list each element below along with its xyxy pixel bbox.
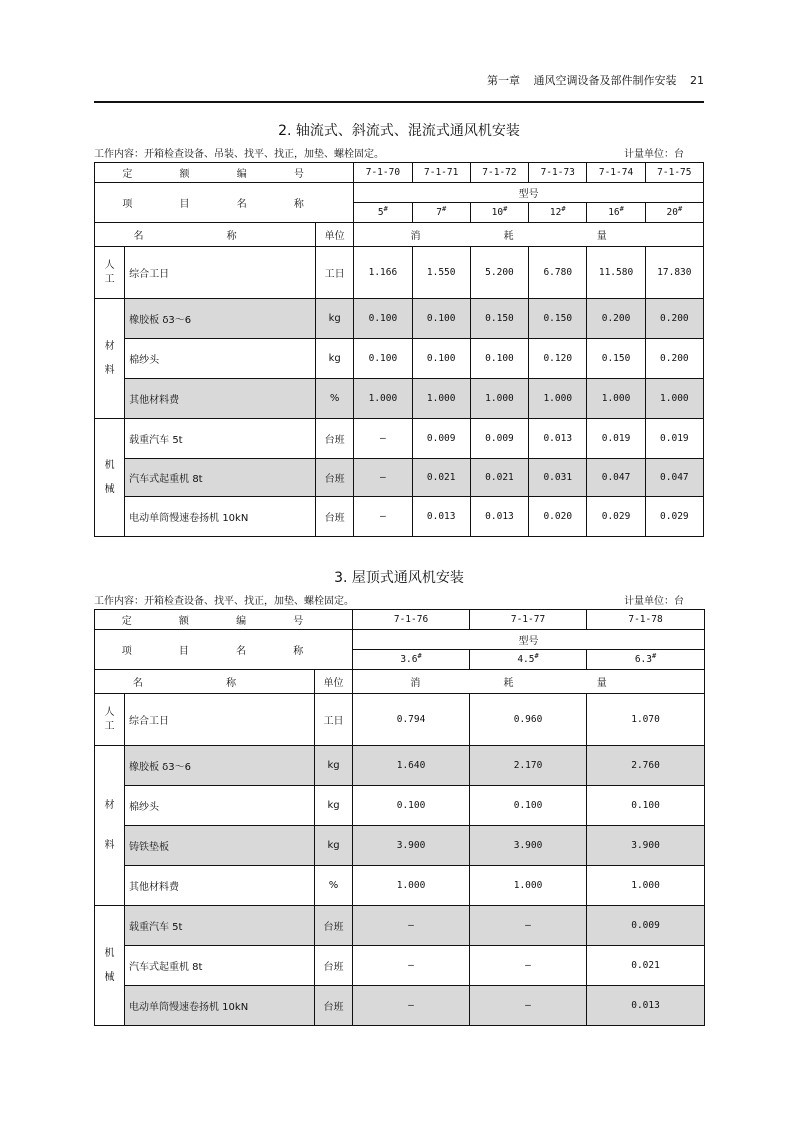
resource-name: 橡胶板 δ3～6 bbox=[125, 299, 316, 339]
resource-name: 其他材料费 bbox=[125, 379, 316, 419]
quota-code: 7-1-76 bbox=[353, 610, 470, 630]
item-name-label: 项 目 名 称 bbox=[95, 630, 353, 670]
quantity-cell: 5.200 bbox=[470, 247, 528, 299]
category-labor: 人工 bbox=[95, 247, 125, 299]
quantity-cell: 0.013 bbox=[529, 419, 587, 459]
resource-name: 其他材料费 bbox=[125, 866, 315, 906]
quota-code: 7-1-74 bbox=[587, 163, 645, 183]
quantity-cell: 0.047 bbox=[587, 459, 645, 497]
name-column-header: 名 称 bbox=[95, 670, 315, 694]
work-content-text: 工作内容：开箱检查设备、找平、找正，加垫、螺栓固定。 bbox=[94, 596, 354, 607]
unit-column-header: 单位 bbox=[315, 670, 353, 694]
quantity-cell: — bbox=[353, 946, 470, 986]
quantity-cell: — bbox=[354, 459, 412, 497]
quota-code: 7-1-71 bbox=[412, 163, 470, 183]
model-value: 7# bbox=[412, 203, 470, 223]
model-value: 3.6# bbox=[353, 650, 470, 670]
header-rule bbox=[94, 101, 704, 103]
quantity-cell: 3.900 bbox=[470, 826, 587, 866]
quantity-cell: 6.780 bbox=[529, 247, 587, 299]
quantity-cell: 0.031 bbox=[529, 459, 587, 497]
quantity-cell: 0.100 bbox=[470, 339, 528, 379]
section-2-work-content bbox=[94, 145, 704, 159]
quantity-cell: 1.166 bbox=[354, 247, 412, 299]
consumption-header: 消 耗 量 bbox=[354, 223, 704, 247]
consumption-header: 消 耗 量 bbox=[353, 670, 705, 694]
quantity-cell: 1.000 bbox=[529, 379, 587, 419]
quantity-cell: 0.029 bbox=[587, 497, 645, 537]
resource-name: 汽车式起重机 8t bbox=[125, 459, 316, 497]
quantity-cell: 0.013 bbox=[470, 497, 528, 537]
resource-unit: 台班 bbox=[315, 986, 353, 1026]
quota-table-roof-fan bbox=[94, 609, 705, 1026]
category-material: 材料 bbox=[95, 746, 125, 906]
quantity-cell: 0.150 bbox=[587, 339, 645, 379]
resource-unit: kg bbox=[316, 339, 354, 379]
quantity-cell: 1.000 bbox=[470, 379, 528, 419]
resource-unit: 台班 bbox=[316, 459, 354, 497]
resource-unit: kg bbox=[315, 786, 353, 826]
resource-unit: 台班 bbox=[315, 946, 353, 986]
quantity-cell: 1.000 bbox=[645, 379, 703, 419]
quantity-cell: 0.120 bbox=[529, 339, 587, 379]
quantity-cell: 0.150 bbox=[529, 299, 587, 339]
category-machinery: 机械 bbox=[95, 419, 125, 537]
quantity-cell: 0.100 bbox=[587, 786, 705, 826]
resource-name: 综合工日 bbox=[125, 247, 316, 299]
resource-name: 电动单筒慢速卷扬机 10kN bbox=[125, 986, 315, 1026]
model-value: 16# bbox=[587, 203, 645, 223]
category-material: 材料 bbox=[95, 299, 125, 419]
quantity-cell: 1.640 bbox=[353, 746, 470, 786]
resource-name: 汽车式起重机 8t bbox=[125, 946, 315, 986]
quantity-cell: 0.019 bbox=[645, 419, 703, 459]
quantity-cell: 2.170 bbox=[470, 746, 587, 786]
quantity-cell: 0.100 bbox=[412, 299, 470, 339]
quantity-cell: 1.000 bbox=[353, 866, 470, 906]
model-value: 12# bbox=[529, 203, 587, 223]
section-3-work-content bbox=[94, 592, 704, 606]
unit-column-header: 单位 bbox=[316, 223, 354, 247]
model-label: 型号 bbox=[354, 183, 704, 203]
quota-table-axial-fan bbox=[94, 162, 704, 537]
quantity-cell: 0.021 bbox=[412, 459, 470, 497]
resource-unit: 台班 bbox=[316, 419, 354, 459]
quantity-cell: 0.013 bbox=[412, 497, 470, 537]
quantity-cell: — bbox=[353, 986, 470, 1026]
quota-code: 7-1-73 bbox=[529, 163, 587, 183]
quantity-cell: 0.009 bbox=[412, 419, 470, 459]
quantity-cell: 0.021 bbox=[470, 459, 528, 497]
quantity-cell: 0.200 bbox=[587, 299, 645, 339]
resource-unit: 工日 bbox=[316, 247, 354, 299]
model-value: 6.3# bbox=[587, 650, 705, 670]
quantity-cell: 0.009 bbox=[587, 906, 705, 946]
quantity-cell: — bbox=[353, 906, 470, 946]
quantity-cell: — bbox=[470, 906, 587, 946]
quantity-cell: 0.100 bbox=[354, 339, 412, 379]
resource-name: 橡胶板 δ3～6 bbox=[125, 746, 315, 786]
model-value: 5# bbox=[354, 203, 412, 223]
resource-name: 棉纱头 bbox=[125, 786, 315, 826]
resource-name: 综合工日 bbox=[125, 694, 315, 746]
item-name-label: 项 目 名 称 bbox=[95, 183, 354, 223]
quantity-cell: 1.550 bbox=[412, 247, 470, 299]
quantity-cell: 11.580 bbox=[587, 247, 645, 299]
quota-code-label: 定 额 编 号 bbox=[95, 610, 353, 630]
quantity-cell: 0.960 bbox=[470, 694, 587, 746]
quantity-cell: — bbox=[470, 986, 587, 1026]
quantity-cell: — bbox=[354, 497, 412, 537]
resource-unit: kg bbox=[316, 299, 354, 339]
quantity-cell: 1.000 bbox=[354, 379, 412, 419]
quantity-cell: 0.013 bbox=[587, 986, 705, 1026]
quantity-cell: — bbox=[354, 419, 412, 459]
quota-code: 7-1-70 bbox=[354, 163, 412, 183]
resource-unit: % bbox=[315, 866, 353, 906]
quantity-cell: 0.100 bbox=[354, 299, 412, 339]
chapter-title: 通风空调设备及部件制作安装 bbox=[533, 74, 677, 87]
resource-unit: kg bbox=[315, 746, 353, 786]
quantity-cell: 17.830 bbox=[645, 247, 703, 299]
section-3-title: 3. 屋顶式通风机安装 bbox=[334, 570, 464, 586]
model-value: 4.5# bbox=[470, 650, 587, 670]
quantity-cell: 0.100 bbox=[412, 339, 470, 379]
quantity-cell: 1.070 bbox=[587, 694, 705, 746]
work-content-text: 工作内容：开箱检查设备、吊装、找平、找正，加垫、螺栓固定。 bbox=[94, 149, 384, 160]
model-value: 10# bbox=[470, 203, 528, 223]
quantity-cell: 1.000 bbox=[587, 379, 645, 419]
name-column-header: 名 称 bbox=[95, 223, 316, 247]
quantity-cell: 0.150 bbox=[470, 299, 528, 339]
category-labor: 人工 bbox=[95, 694, 125, 746]
category-machinery: 机械 bbox=[95, 906, 125, 1026]
model-value: 20# bbox=[645, 203, 703, 223]
measure-unit: 计量单位：台 bbox=[624, 149, 684, 160]
page-header bbox=[94, 72, 704, 94]
quantity-cell: 0.020 bbox=[529, 497, 587, 537]
quantity-cell: 0.794 bbox=[353, 694, 470, 746]
quantity-cell: 1.000 bbox=[470, 866, 587, 906]
resource-name: 电动单筒慢速卷扬机 10kN bbox=[125, 497, 316, 537]
resource-name: 铸铁垫板 bbox=[125, 826, 315, 866]
quantity-cell: 0.100 bbox=[353, 786, 470, 826]
quantity-cell: — bbox=[470, 946, 587, 986]
quantity-cell: 0.200 bbox=[645, 299, 703, 339]
resource-unit: 工日 bbox=[315, 694, 353, 746]
model-label: 型号 bbox=[353, 630, 705, 650]
quantity-cell: 0.021 bbox=[587, 946, 705, 986]
quantity-cell: 0.019 bbox=[587, 419, 645, 459]
quota-code-label: 定 额 编 号 bbox=[95, 163, 354, 183]
chapter-label: 第一章 bbox=[487, 74, 520, 87]
resource-name: 棉纱头 bbox=[125, 339, 316, 379]
quantity-cell: 0.009 bbox=[470, 419, 528, 459]
quantity-cell: 3.900 bbox=[587, 826, 705, 866]
quantity-cell: 1.000 bbox=[412, 379, 470, 419]
resource-name: 载重汽车 5t bbox=[125, 419, 316, 459]
quantity-cell: 0.047 bbox=[645, 459, 703, 497]
quantity-cell: 0.029 bbox=[645, 497, 703, 537]
quota-code: 7-1-78 bbox=[587, 610, 705, 630]
quota-code: 7-1-72 bbox=[470, 163, 528, 183]
quantity-cell: 3.900 bbox=[353, 826, 470, 866]
quantity-cell: 0.100 bbox=[470, 786, 587, 826]
page-number: 21 bbox=[690, 74, 704, 87]
resource-name: 载重汽车 5t bbox=[125, 906, 315, 946]
quantity-cell: 1.000 bbox=[587, 866, 705, 906]
section-2-title: 2. 轴流式、斜流式、混流式通风机安装 bbox=[278, 123, 520, 139]
resource-unit: 台班 bbox=[316, 497, 354, 537]
resource-unit: kg bbox=[315, 826, 353, 866]
resource-unit: 台班 bbox=[315, 906, 353, 946]
measure-unit: 计量单位：台 bbox=[624, 596, 684, 607]
quota-code: 7-1-75 bbox=[645, 163, 703, 183]
resource-unit: % bbox=[316, 379, 354, 419]
quantity-cell: 0.200 bbox=[645, 339, 703, 379]
quantity-cell: 2.760 bbox=[587, 746, 705, 786]
quota-code: 7-1-77 bbox=[470, 610, 587, 630]
